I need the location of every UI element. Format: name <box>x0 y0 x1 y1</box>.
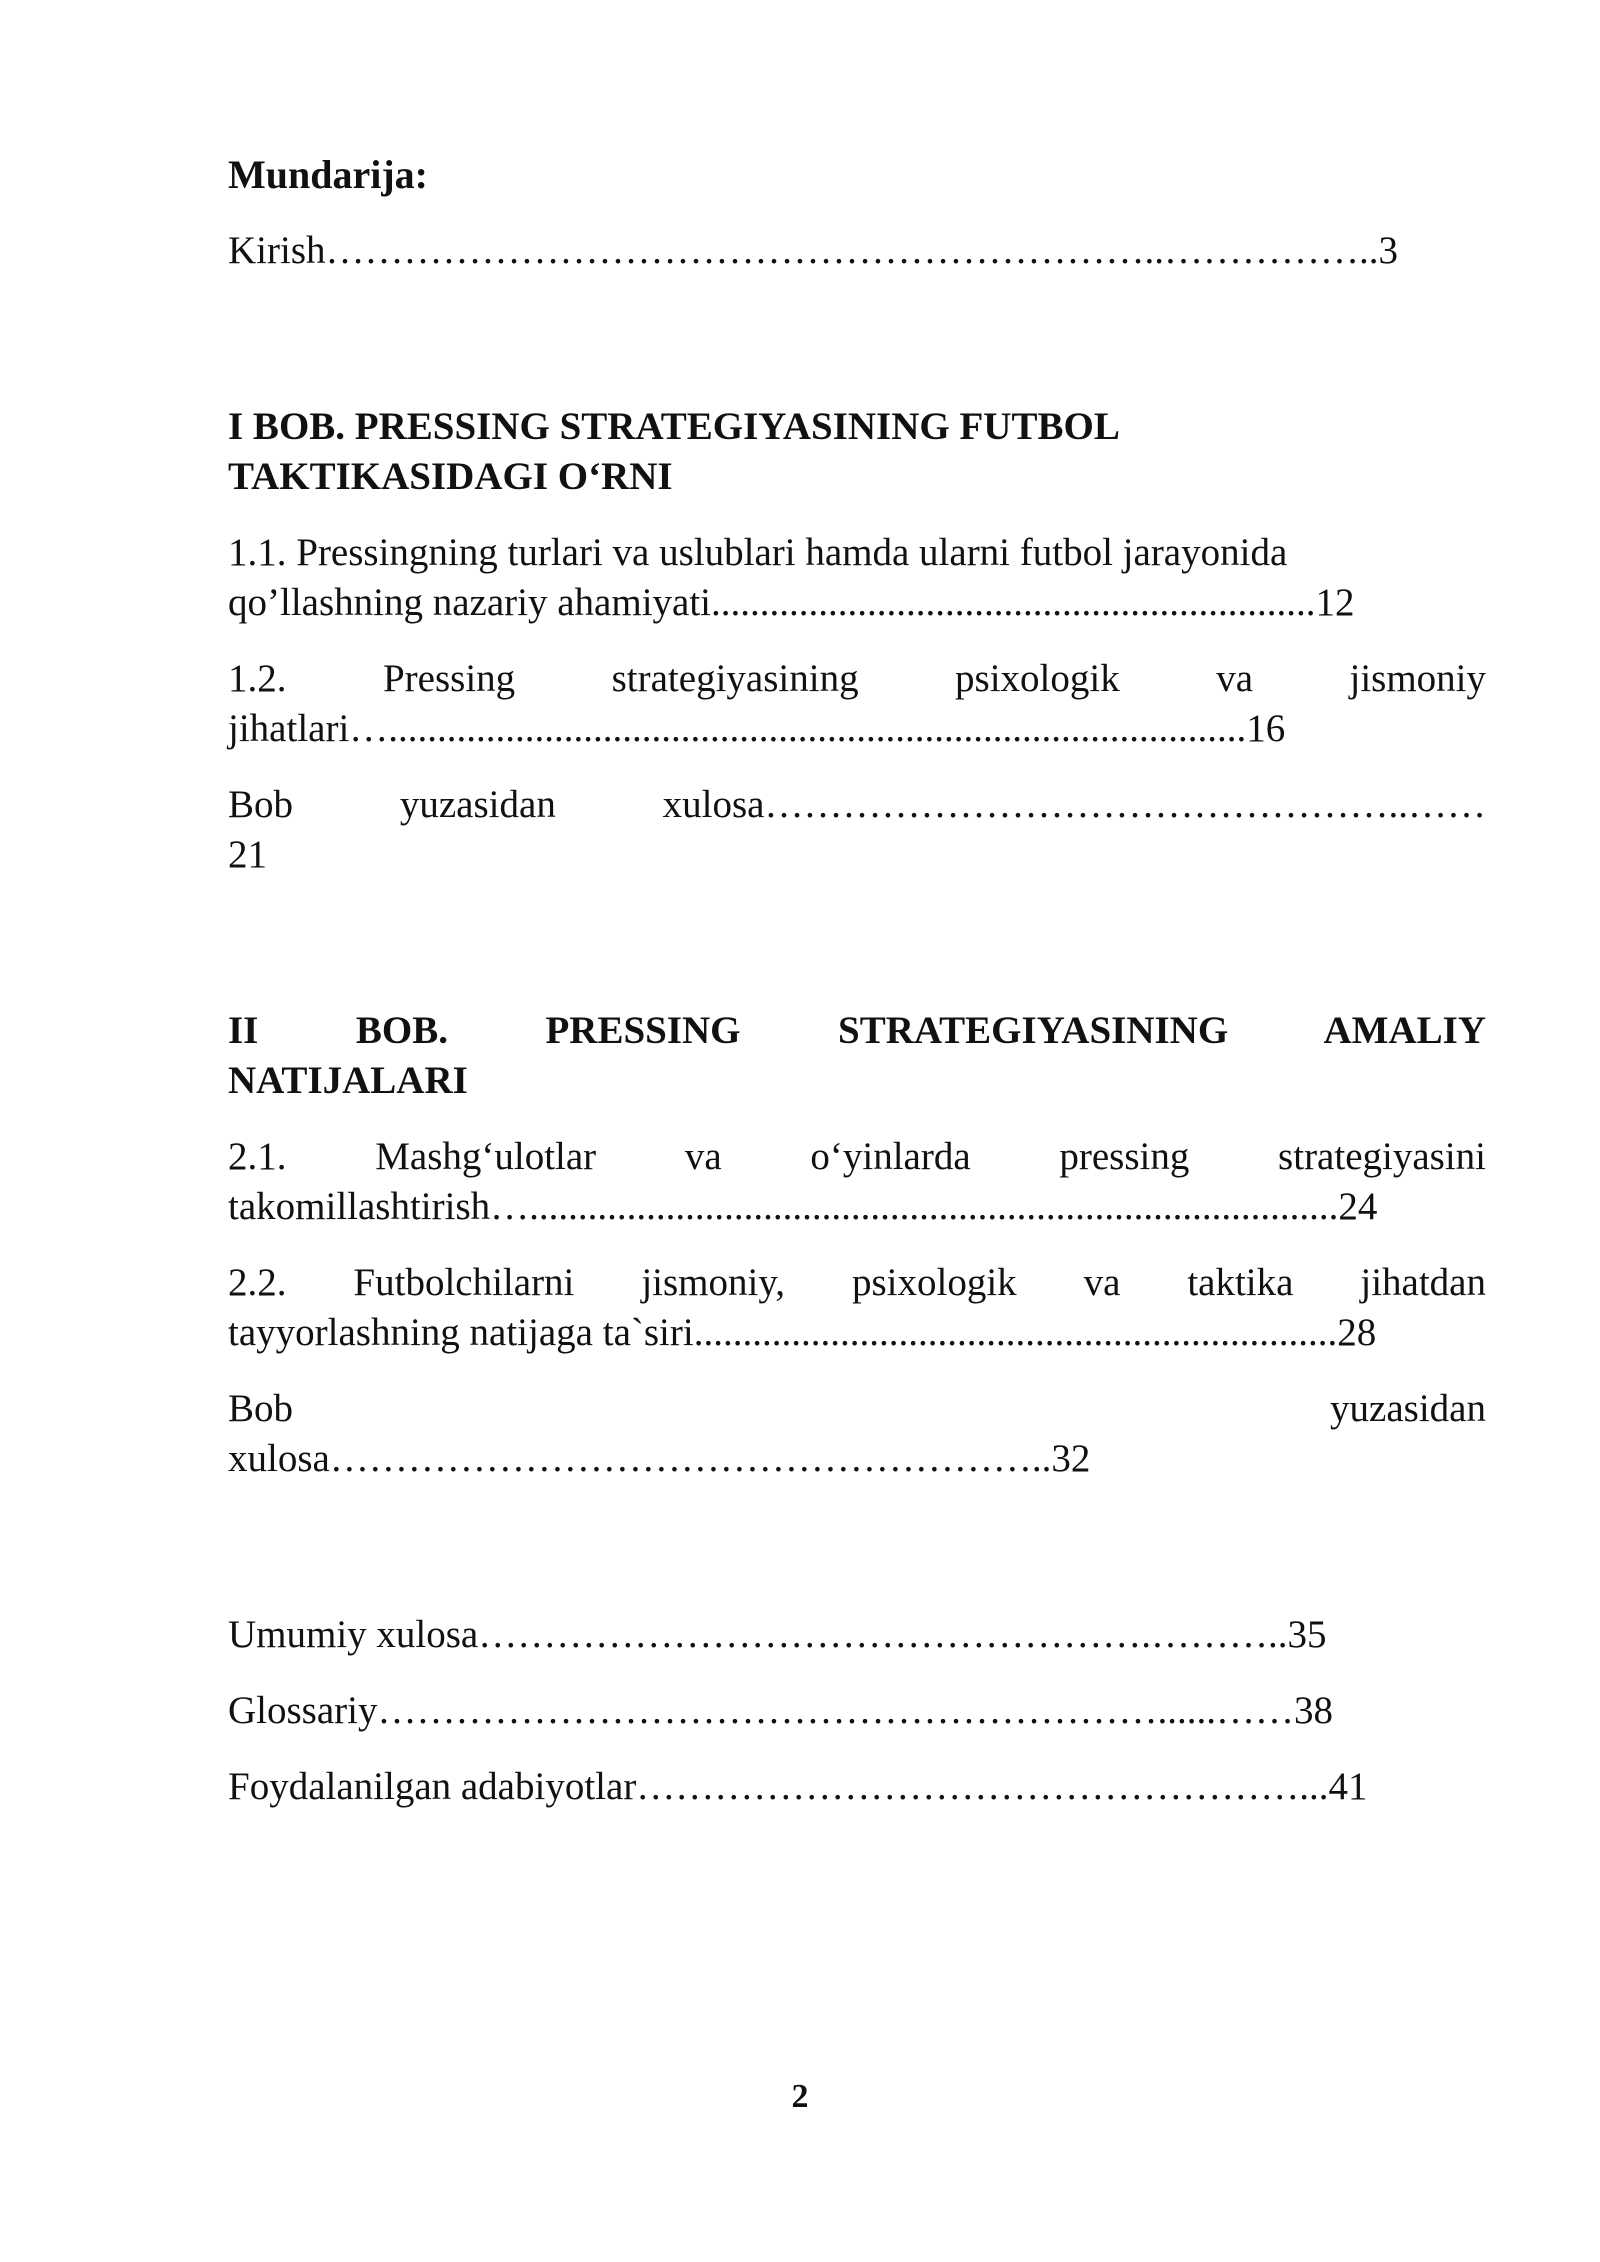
spacer <box>228 302 1486 402</box>
chapter-1-summary-line-1: Bob yuzasidan xulosa…………………………………………..…… <box>228 783 1486 826</box>
toc-entry-references: Foydalanilgan adabiyotlar……………………………………………...41 <box>228 1765 1368 1808</box>
toc-entry-2-2 <box>228 1258 1486 1358</box>
toc-entry-2-2-line-1: 2.2. Futbolchilarni jismoniy, psixologik va taktika jihatdan <box>228 1261 1486 1304</box>
chapter-2-heading-line-1: II BOB. PRESSING STRATEGIYASINING AMALIY <box>228 1009 1486 1052</box>
chapter-2-summary-line-2: xulosa………………………………………………..32 <box>228 1437 1091 1480</box>
toc-entry-chapter-2-summary <box>228 1384 1486 1484</box>
chapter-1-summary-line-2: 21 <box>228 833 267 876</box>
toc-entry-2-1-line-2: takomillashtirish…...................................................................................24 <box>228 1185 1378 1228</box>
toc-entry-2-1 <box>228 1132 1486 1232</box>
toc-title: Mundarija: <box>228 152 428 197</box>
toc-entry-1-2-line-2: jihatlari…........................................................................................16 <box>228 707 1286 750</box>
toc-entry-2-2-line-2: tayyorlashning natijaga ta`siri..................................................................28 <box>228 1311 1377 1354</box>
chapter-2-heading <box>228 1006 1486 1106</box>
toc-entry-1-1-line-1: 1.1. Pressingning turlari va uslublari hamda ularni futbol jarayonida <box>228 531 1288 574</box>
toc-entry-2-1-line-1: 2.1. Mashg‘ulotlar va o‘yinlarda pressing strategiyasini <box>228 1135 1486 1178</box>
table-of-contents <box>228 150 1486 1838</box>
page-number: 2 <box>791 2078 809 2115</box>
chapter-1-heading-line-1: I BOB. PRESSING STRATEGIYASINING FUTBOL <box>228 405 1120 448</box>
toc-entry-1-1-line-2: qo’llashning nazariy ahamiyati..............................................................12 <box>228 581 1355 624</box>
spacer <box>228 906 1486 1006</box>
toc-entry-glossary: Glossariy……………………………………………………......……38 <box>228 1689 1333 1732</box>
spacer <box>228 1510 1486 1610</box>
chapter-2-summary-line-1: Bob yuzasidan <box>228 1387 1486 1430</box>
chapter-2-heading-line-2: NATIJALARI <box>228 1059 468 1102</box>
toc-entry-1-2-line-1: 1.2. Pressing strategiyasining psixologik va jismoniy <box>228 657 1486 700</box>
toc-entry-conclusion: Umumiy xulosa…………………………………………….………..35 <box>228 1613 1327 1656</box>
chapter-1-heading <box>228 402 1486 502</box>
toc-entry-1-2 <box>228 654 1486 754</box>
toc-entry-1-1 <box>228 528 1486 628</box>
toc-entry-intro: Kirish………………………………………………………..……………..3 <box>228 229 1398 272</box>
chapter-1-heading-line-2: TAKTIKASIDAGI O‘RNI <box>228 455 673 498</box>
toc-entry-chapter-1-summary <box>228 780 1486 880</box>
